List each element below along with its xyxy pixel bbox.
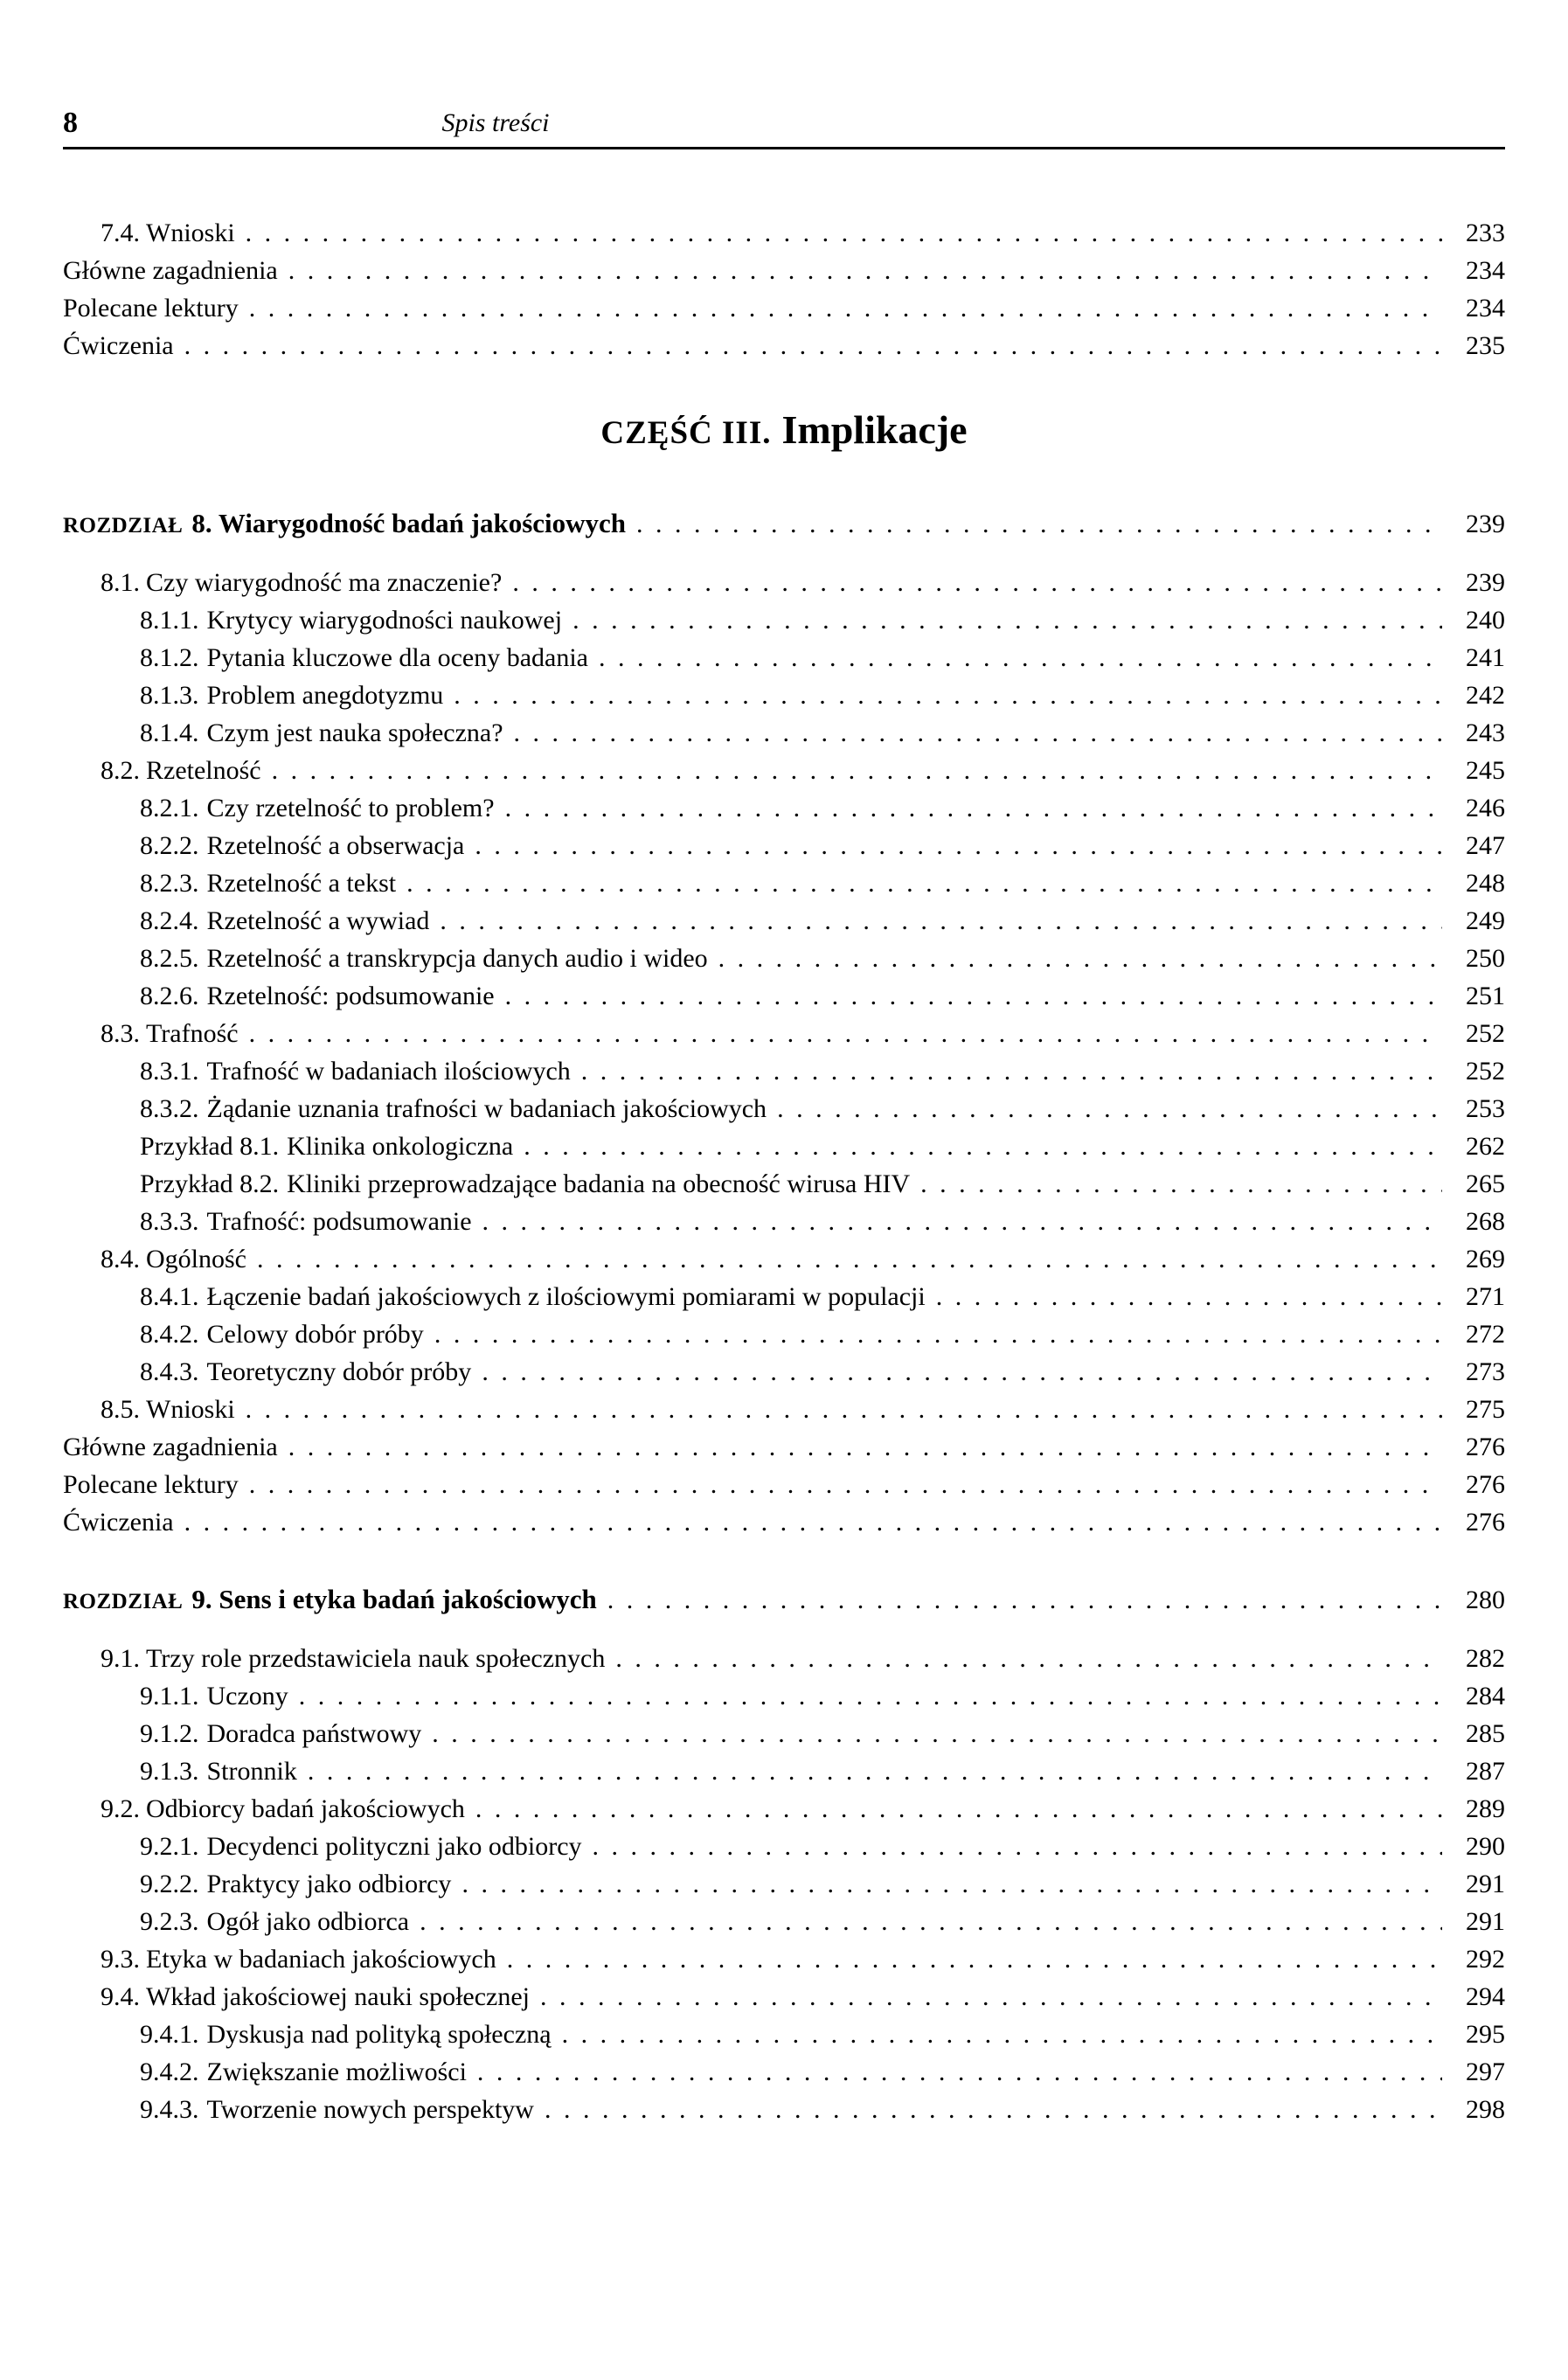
- dot-leader: [249, 1015, 1442, 1052]
- entry-label: Rzetelność: podsumowanie: [206, 982, 495, 1010]
- dot-leader: [288, 252, 1442, 289]
- entry-label: Praktycy jako odbiorcy: [206, 1870, 452, 1898]
- page-ref: 240: [1466, 606, 1505, 635]
- entry-number: 8.2.6.: [140, 982, 199, 1010]
- page-ref: 268: [1466, 1207, 1505, 1236]
- dot-leader: [299, 1677, 1442, 1715]
- toc-entry: [63, 940, 1505, 977]
- entry-label: Wkład jakościowej nauki społecznej: [146, 1982, 531, 2011]
- page-ref: 233: [1466, 219, 1505, 247]
- dot-leader: [920, 1165, 1442, 1203]
- page-header: [63, 103, 1505, 143]
- dot-leader: [482, 1353, 1442, 1391]
- page-ref: 246: [1466, 794, 1505, 822]
- toc-entry: [63, 827, 1505, 864]
- page-ref: 252: [1466, 1057, 1505, 1086]
- toc-entry: [63, 864, 1505, 902]
- entry-label: Polecane lektury: [63, 294, 239, 323]
- dot-leader: [184, 1503, 1442, 1541]
- toc-entry: [63, 1503, 1505, 1541]
- entry-label: Decydenci polityczni jako odbiorcy: [206, 1832, 582, 1861]
- running-title: Spis treści: [441, 108, 550, 137]
- entry-label: Problem anegdotyzmu: [206, 681, 444, 710]
- toc-entry: [63, 1978, 1505, 2016]
- entry-number: 8.4.2.: [140, 1320, 199, 1349]
- table-of-contents: [63, 214, 1505, 2128]
- page-ref: 273: [1466, 1357, 1505, 1386]
- entry-number: 9.4.: [101, 1982, 140, 2011]
- page-ref: 284: [1466, 1682, 1505, 1710]
- dot-leader: [477, 2053, 1442, 2091]
- entry-label: Tworzenie nowych perspektyw: [206, 2095, 534, 2124]
- page-ref: 247: [1466, 831, 1505, 860]
- page-ref: 276: [1466, 1433, 1505, 1461]
- toc-entry: [63, 289, 1505, 327]
- entry-number: 9.4.1.: [140, 2020, 199, 2049]
- toc-entry: [63, 639, 1505, 677]
- dot-leader: [540, 1978, 1442, 2016]
- entry-label: Ćwiczenia: [63, 1508, 174, 1537]
- entry-number: 8.2.3.: [140, 869, 199, 898]
- dot-leader: [507, 1940, 1442, 1978]
- entry-number: 9.4.2.: [140, 2057, 199, 2086]
- entry-number: 8.3.2.: [140, 1094, 199, 1123]
- page-ref: 295: [1466, 2020, 1505, 2049]
- entry-number: 8.3.1.: [140, 1057, 199, 1086]
- toc-entry: [63, 2016, 1505, 2053]
- dot-leader: [777, 1090, 1442, 1128]
- dot-leader: [272, 752, 1442, 789]
- entry-label: Odbiorcy badań jakościowych: [146, 1794, 465, 1823]
- entry-number: 9.1.: [101, 1644, 140, 1673]
- page-ref: 245: [1466, 756, 1505, 785]
- dot-leader: [936, 1278, 1442, 1315]
- page-ref: 297: [1466, 2057, 1505, 2086]
- toc-entry: [63, 1165, 1505, 1203]
- chapter-heading: [63, 1579, 1505, 1622]
- page-ref: 242: [1466, 681, 1505, 710]
- dot-leader: [636, 504, 1442, 545]
- entry-label: Trzy role przedstawiciela nauk społecznych: [146, 1644, 606, 1673]
- dot-leader: [184, 327, 1442, 364]
- entry-number: 8.3.: [101, 1019, 140, 1048]
- page-ref: 275: [1466, 1395, 1505, 1424]
- entry-number: 8.2.5.: [140, 944, 199, 973]
- chapter-heading: [63, 503, 1505, 546]
- entry-number: 9.4.3.: [140, 2095, 199, 2124]
- entry-label: Zwiększanie możliwości: [206, 2057, 467, 2086]
- entry-label: Rzetelność: [146, 756, 261, 785]
- toc-entry: [63, 601, 1505, 639]
- page-ref: 248: [1466, 869, 1505, 898]
- entry-label: Żądanie uznania trafności w badaniach jakościowych: [206, 1094, 767, 1123]
- dot-leader: [545, 2091, 1442, 2128]
- dot-leader: [249, 289, 1442, 327]
- chapter-title: 9. Sens i etyka badań jakościowych: [191, 1584, 597, 1614]
- page-number: 8: [63, 107, 78, 139]
- entry-number: 8.2.: [101, 756, 140, 785]
- dot-leader: [581, 1052, 1442, 1090]
- entry-label: Rzetelność a tekst: [206, 869, 397, 898]
- toc-entry: [63, 1752, 1505, 1790]
- chapter-label: [63, 1579, 597, 1622]
- toc-entry: [63, 1052, 1505, 1090]
- page-ref: 291: [1466, 1907, 1505, 1936]
- page-ref: 239: [1466, 568, 1505, 597]
- dot-leader: [461, 1865, 1442, 1903]
- toc-entry: [63, 1640, 1505, 1677]
- page-ref: 243: [1466, 718, 1505, 747]
- entry-number: 8.4.1.: [140, 1282, 199, 1311]
- header-rule: [63, 147, 1505, 149]
- chapter-title: 8. Wiarygodność badań jakościowych: [191, 508, 627, 538]
- entry-label: Główne zagadnienia: [63, 1433, 278, 1461]
- dot-leader: [246, 1391, 1442, 1428]
- entry-number: 8.2.2.: [140, 831, 199, 860]
- dot-leader: [562, 2016, 1442, 2053]
- entry-number: 8.1.3.: [140, 681, 199, 710]
- entry-label: Pytania kluczowe dla oceny badania: [206, 643, 588, 672]
- dot-leader: [482, 1203, 1442, 1240]
- page-ref: 271: [1466, 1282, 1505, 1311]
- entry-number: 9.1.1.: [140, 1682, 199, 1710]
- page-ref: 253: [1466, 1094, 1505, 1123]
- dot-leader: [512, 564, 1442, 601]
- chapter-label: [63, 503, 626, 546]
- toc-entry: [63, 564, 1505, 601]
- dot-leader: [257, 1240, 1442, 1278]
- entry-number: 9.2.1.: [140, 1832, 199, 1861]
- entry-number: 8.4.3.: [140, 1357, 199, 1386]
- toc-entry: [63, 1940, 1505, 1978]
- entry-label: Klinika onkologiczna: [287, 1132, 514, 1161]
- page-ref: 291: [1466, 1870, 1505, 1898]
- entry-label: Ogólność: [146, 1245, 246, 1273]
- toc-entry: [63, 1677, 1505, 1715]
- dot-leader: [454, 677, 1442, 714]
- dot-leader: [572, 601, 1442, 639]
- entry-number: Przykład 8.1.: [140, 1132, 280, 1161]
- dot-leader: [249, 1466, 1442, 1503]
- dot-leader: [607, 1580, 1442, 1620]
- entry-label: Krytycy wiarygodności naukowej: [206, 606, 563, 635]
- part-heading: [63, 405, 1505, 465]
- entry-label: Doradca państwowy: [206, 1719, 422, 1748]
- page-ref: 262: [1466, 1132, 1505, 1161]
- dot-leader: [505, 977, 1442, 1015]
- page-ref: 234: [1466, 256, 1505, 285]
- page-ref: 239: [1466, 510, 1505, 538]
- toc-entry: [63, 789, 1505, 827]
- toc-entry: [63, 1353, 1505, 1391]
- toc-entry: [63, 1903, 1505, 1940]
- entry-label: Łączenie badań jakościowych z ilościowymi pomiarami w populacji: [206, 1282, 926, 1311]
- entry-number: 8.1.1.: [140, 606, 199, 635]
- entry-number: 9.1.3.: [140, 1757, 199, 1786]
- dot-leader: [475, 1790, 1442, 1828]
- toc-entry: [63, 1828, 1505, 1865]
- entry-number: 8.1.2.: [140, 643, 199, 672]
- entry-label: Trafność: podsumowanie: [206, 1207, 472, 1236]
- page-ref: 249: [1466, 906, 1505, 935]
- entry-label: Rzetelność a obserwacja: [206, 831, 465, 860]
- dot-leader: [514, 714, 1442, 752]
- page-ref: 269: [1466, 1245, 1505, 1273]
- page-ref: 290: [1466, 1832, 1505, 1861]
- entry-number: 8.1.4.: [140, 718, 199, 747]
- page-ref: 276: [1466, 1470, 1505, 1499]
- page-ref: 241: [1466, 643, 1505, 672]
- page-ref: 289: [1466, 1794, 1505, 1823]
- entry-label: Trafność: [146, 1019, 239, 1048]
- toc-entry: [63, 1090, 1505, 1128]
- chapter-prefix: ROZDZIAŁ: [63, 514, 184, 538]
- page-ref: 251: [1466, 982, 1505, 1010]
- entry-label: Etyka w badaniach jakościowych: [146, 1945, 496, 1974]
- toc-entry: [63, 1203, 1505, 1240]
- toc-entry: [63, 1428, 1505, 1466]
- toc-entry: [63, 1466, 1505, 1503]
- entry-label: Polecane lektury: [63, 1470, 239, 1499]
- page-ref: 235: [1466, 331, 1505, 360]
- entry-number: 8.2.1.: [140, 794, 199, 822]
- dot-leader: [475, 827, 1442, 864]
- entry-label: Dyskusja nad polityką społeczną: [206, 2020, 552, 2049]
- entry-label: Kliniki przeprowadzające badania na obecność wirusa HIV: [287, 1169, 911, 1198]
- entry-label: Teoretyczny dobór próby: [206, 1357, 472, 1386]
- dot-leader: [599, 639, 1442, 677]
- page-ref: 234: [1466, 294, 1505, 323]
- page-ref: 280: [1466, 1586, 1505, 1614]
- entry-label: Czy wiarygodność ma znaczenie?: [146, 568, 503, 597]
- entry-number: 9.1.2.: [140, 1719, 199, 1748]
- page-ref: 292: [1466, 1945, 1505, 1974]
- toc-entry: [63, 1240, 1505, 1278]
- toc-entry: [63, 752, 1505, 789]
- dot-leader: [593, 1828, 1442, 1865]
- toc-entry: [63, 327, 1505, 364]
- page-ref: 250: [1466, 944, 1505, 973]
- page-ref: 298: [1466, 2095, 1505, 2124]
- page-ref: 265: [1466, 1169, 1505, 1198]
- toc-entry: [63, 714, 1505, 752]
- dot-leader: [406, 864, 1442, 902]
- entry-label: Główne zagadnienia: [63, 256, 278, 285]
- toc-entry: [63, 1278, 1505, 1315]
- toc-entry: [63, 1315, 1505, 1353]
- page-ref: 285: [1466, 1719, 1505, 1748]
- part-label: CZĘŚĆ III.: [600, 415, 772, 451]
- toc-entry: [63, 2053, 1505, 2091]
- toc-entry: [63, 1715, 1505, 1752]
- toc-entry: [63, 902, 1505, 940]
- entry-number: 9.2.: [101, 1794, 140, 1823]
- dot-leader: [524, 1128, 1442, 1165]
- entry-number: 9.2.2.: [140, 1870, 199, 1898]
- toc-entry: [63, 1128, 1505, 1165]
- page-ref: 294: [1466, 1982, 1505, 2011]
- dot-leader: [615, 1640, 1442, 1677]
- toc-entry: [63, 1865, 1505, 1903]
- entry-label: Rzetelność a transkrypcja danych audio i wideo: [206, 944, 708, 973]
- toc-entry: [63, 252, 1505, 289]
- entry-label: Stronnik: [206, 1757, 297, 1786]
- page-ref: 287: [1466, 1757, 1505, 1786]
- page-ref: 252: [1466, 1019, 1505, 1048]
- toc-entry: [63, 1015, 1505, 1052]
- entry-label: Wnioski: [146, 219, 235, 247]
- entry-number: 8.2.4.: [140, 906, 199, 935]
- dot-leader: [432, 1715, 1442, 1752]
- entry-number: 8.4.: [101, 1245, 140, 1273]
- dot-leader: [505, 789, 1442, 827]
- toc-entry: [63, 1790, 1505, 1828]
- entry-number: 8.1.: [101, 568, 140, 597]
- entry-number: Przykład 8.2.: [140, 1169, 280, 1198]
- dot-leader: [308, 1752, 1442, 1790]
- dot-leader: [420, 1903, 1442, 1940]
- page-ref: 276: [1466, 1508, 1505, 1537]
- entry-label: Wnioski: [146, 1395, 235, 1424]
- toc-entry: [63, 214, 1505, 252]
- entry-number: 7.4.: [101, 219, 140, 247]
- dot-leader: [434, 1315, 1442, 1353]
- toc-entry: [63, 2091, 1505, 2128]
- dot-leader: [718, 940, 1442, 977]
- entry-label: Trafność w badaniach ilościowych: [206, 1057, 571, 1086]
- entry-number: 9.2.3.: [140, 1907, 199, 1936]
- entry-label: Ćwiczenia: [63, 331, 174, 360]
- page-ref: 282: [1466, 1644, 1505, 1673]
- entry-label: Czym jest nauka społeczna?: [206, 718, 503, 747]
- chapter-prefix: ROZDZIAŁ: [63, 1590, 184, 1613]
- dot-leader: [440, 902, 1442, 940]
- dot-leader: [288, 1428, 1442, 1466]
- toc-entry: [63, 977, 1505, 1015]
- entry-number: 9.3.: [101, 1945, 140, 1974]
- page-ref: 272: [1466, 1320, 1505, 1349]
- dot-leader: [246, 214, 1442, 252]
- entry-number: 8.3.3.: [140, 1207, 199, 1236]
- entry-label: Uczony: [206, 1682, 288, 1710]
- entry-label: Czy rzetelność to problem?: [206, 794, 495, 822]
- entry-label: Celowy dobór próby: [206, 1320, 424, 1349]
- toc-entry: [63, 1391, 1505, 1428]
- entry-label: Ogół jako odbiorca: [206, 1907, 410, 1936]
- entry-number: 8.5.: [101, 1395, 140, 1424]
- toc-entry: [63, 677, 1505, 714]
- part-title: Implikacje: [781, 407, 968, 452]
- entry-label: Rzetelność a wywiad: [206, 906, 430, 935]
